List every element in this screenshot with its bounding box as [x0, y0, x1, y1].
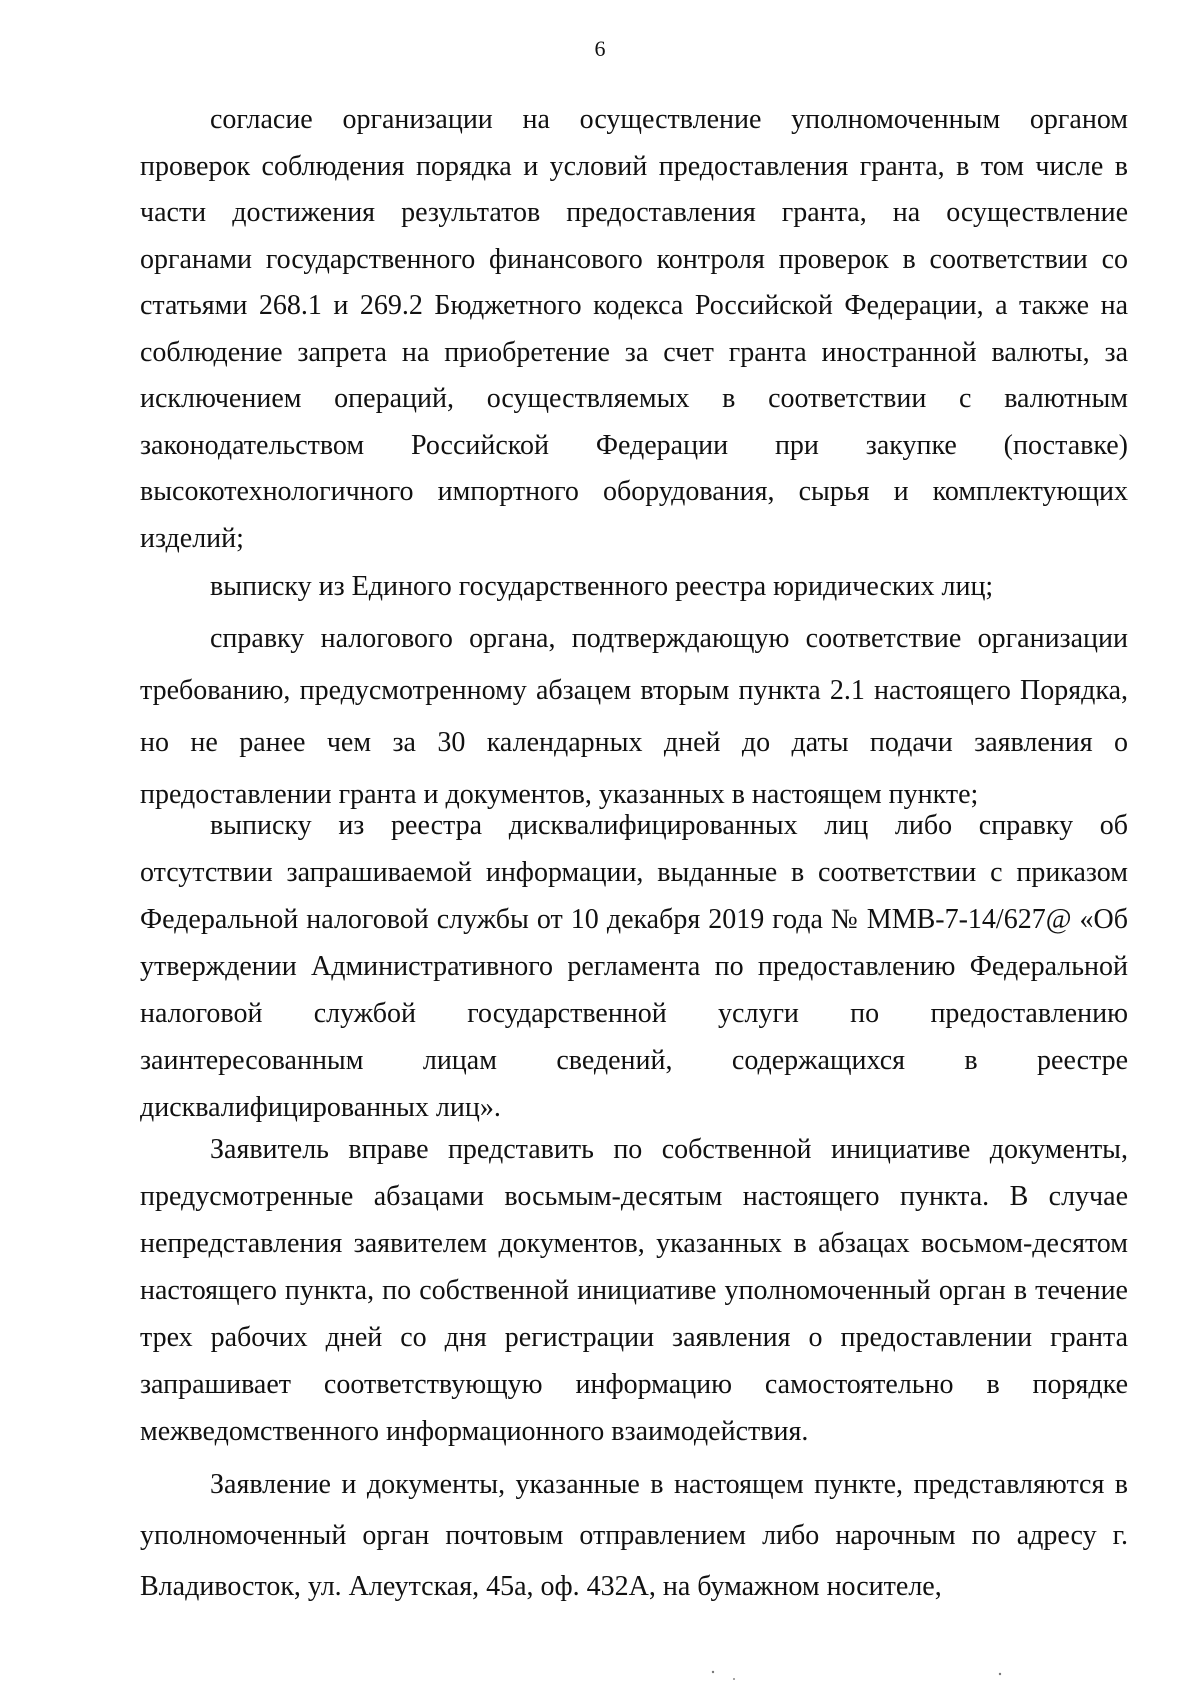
paragraph-block-applicant [140, 1126, 1128, 1455]
paragraph-tax-certificate: справку налогового органа, подтверждающую соответствие организации требованию, предусмотренному абзацем вторым пункта 2.1 настоящего Порядка, но не ранее чем за 30 календарных дней до даты подачи заявления о предоставлении гранта и документов, указанных в настоящем пункте; [140, 623, 1128, 810]
paragraph-consent: согласие организации на осуществление уполномоченным органом проверок соблюдения порядка и условий предоставления гранта, в том числе в части достижения результатов предоставления гранта, на осуществление органами государственного финансового контроля проверок в соответствии со статьями 268.1 и 269.2 Бюджетного кодекса Российской Федерации, а также на соблюдение запрета на приобретение за счет гранта иностранной валюты, за исключением операций, осуществляемых в соответствии с валютным законодательством Российской Федерации при закупке (поставке) высокотехнологичного импортного оборудования, сырья и комплектующих изделий; [140, 104, 1128, 554]
page-number: 6 [594, 36, 606, 61]
paragraph-block-consent [140, 97, 1128, 562]
paragraph-block-extracts [140, 561, 1128, 821]
paragraph-submission-address: Заявление и документы, указанные в настоящем пункте, представляются в уполномоченный орган почтовым отправлением либо нарочным по адресу г. Владивосток, ул. Алеутская, 45а, оф. 432А, на бумажном носителе, [140, 1469, 1128, 1602]
paragraph-block-submission [140, 1459, 1128, 1612]
paragraph-applicant-rights: Заявитель вправе представить по собственной инициативе документы, предусмотренные абзацами восьмым-десятым настоящего пункта. В случае непредставления заявителем документов, указанных в абзацах восьмом-десятом настоящего пункта, по собственной инициативе уполномоченный орган в течение трех рабочих дней со дня регистрации заявления о предоставлении гранта запрашивает соответствующую информацию самостоятельно в порядке межведомственного информационного взаимодействия. [140, 1134, 1128, 1447]
paragraph-egrul-extract: выписку из Единого государственного реестра юридических лиц; [210, 571, 994, 602]
paragraph-disqualified-registry: выписку из реестра дисквалифицированных лиц либо справку об отсутствии запрашиваемой информации, выданные в соответствии с приказом Федеральной налоговой службы от 10 декабря 2019 года № ММВ-7-14/627@ «Об утверждении Административного регламента по предоставлению Федеральной налоговой службой государственной услуги по предоставлению заинтересованным лицам сведений, содержащихся в реестре дисквалифицированных лиц». [140, 810, 1128, 1123]
paragraph-block-disqualified [140, 802, 1128, 1131]
